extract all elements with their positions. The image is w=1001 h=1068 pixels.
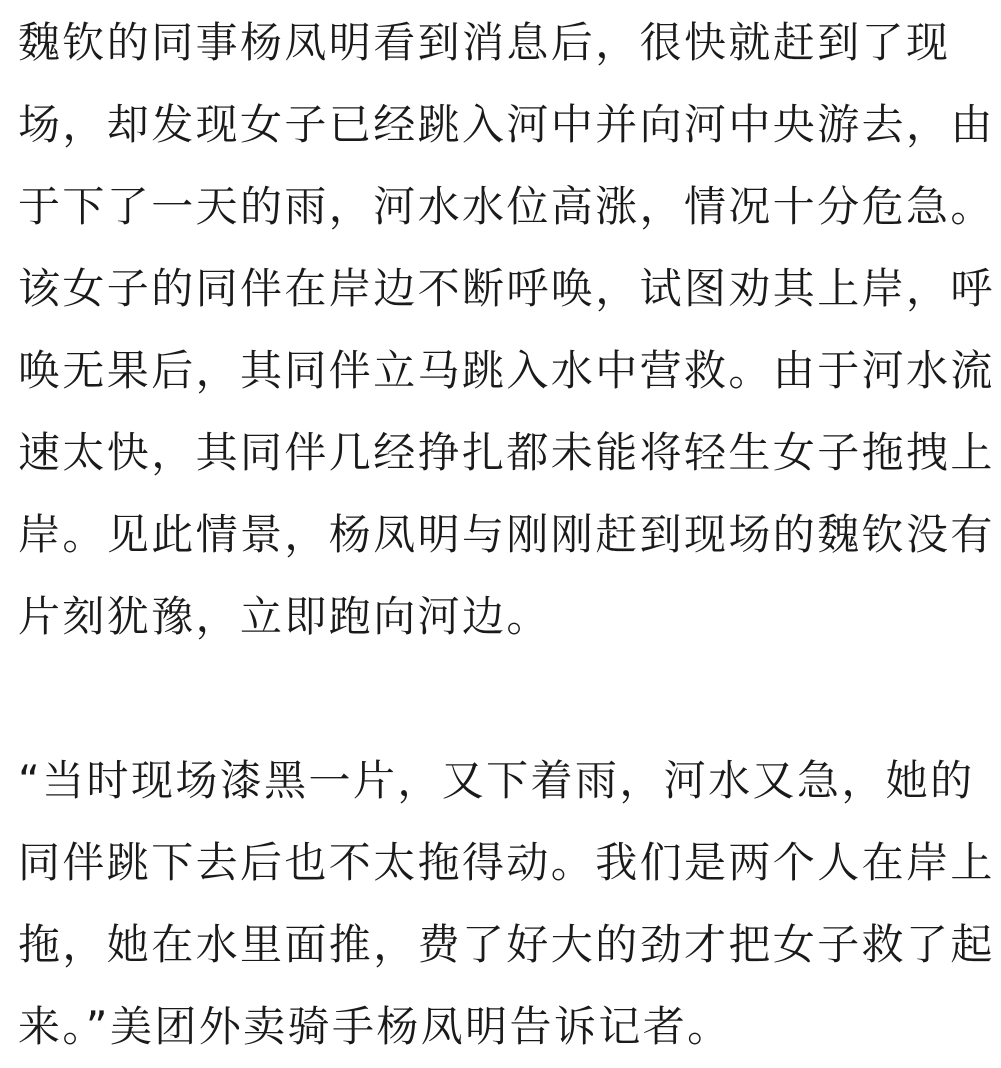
text-line: 同伴跳下去后也不太拖得动。我们是两个人在岸上 (18, 838, 995, 887)
article-body (18, 2, 995, 1068)
text-line: 于下了一天的雨，河水水位高涨，情况十分危急。 (18, 182, 995, 231)
paragraph-rider-quote (18, 740, 995, 1068)
text-line: “当时现场漆黑一片，又下着雨，河水又急，她的 (18, 756, 975, 805)
text-line: 来。”美团外卖骑手杨凤明告诉记者。 (18, 1002, 732, 1051)
text-line: 片刻犹豫，立即跑向河边。 (18, 592, 551, 641)
paragraph-rescue-narrative (18, 2, 995, 658)
text-line: 拖，她在水里面推，费了好大的劲才把女子救了起 (18, 920, 995, 969)
text-line: 唤无果后，其同伴立马跳入水中营救。由于河水流 (18, 346, 995, 395)
text-line: 该女子的同伴在岸边不断呼唤，试图劝其上岸，呼 (18, 264, 995, 313)
text-line: 场，却发现女子已经跳入河中并向河中央游去，由 (18, 100, 995, 149)
text-line: 魏钦的同事杨凤明看到消息后，很快就赶到了现 (18, 18, 951, 67)
text-line: 岸。见此情景，杨凤明与刚刚赶到现场的魏钦没有 (18, 510, 995, 559)
text-line: 速太快，其同伴几经挣扎都未能将轻生女子拖拽上 (18, 428, 995, 477)
